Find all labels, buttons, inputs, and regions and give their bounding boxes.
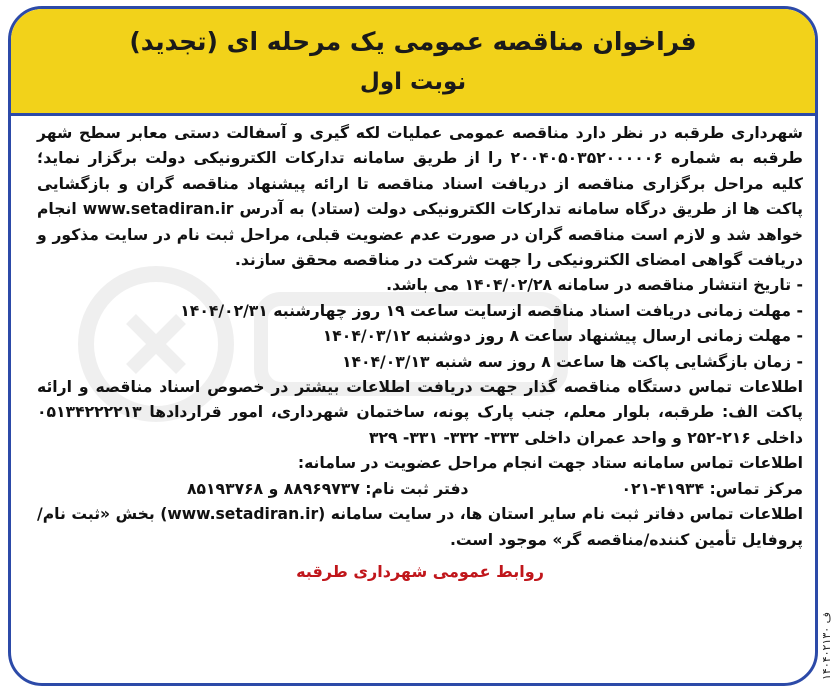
contact-paragraph: اطلاعات تماس دستگاه مناقصه گذار جهت دریافت اطلاعات بیشتر در خصوص اسناد مناقصه و ارائه پاکت الف: طرقبه، بلوار معلم، جنب پارک پونه، ساختمان شهرداری، امور قراردادها ۰۵۱۳۴۲۲۲۲۱۳ داخلی ۲۱۶-۲۵۲ و واحد عمران داخلی ۳۳۳- ۳۳۲- ۳۳۱- ۳۲۹ <box>37 378 803 447</box>
setad-call-center: مرکز تماس: ۴۱۹۳۴-۰۲۱ <box>621 479 803 498</box>
notice-title: فراخوان مناقصه عمومی یک مرحله ای (تجدید) <box>129 27 697 56</box>
header-wave-decoration <box>11 9 815 113</box>
notice-subtitle: نوبت اول <box>359 69 467 95</box>
intro-paragraph: شهرداری طرقبه در نظر دارد مناقصه عمومی عملیات لکه گیری و آسفالت دستی معابر سطح شهر طرقبه به شماره ۲۰۰۴۰۵۰۳۵۲۰۰۰۰۰۶ را از طریق سامانه تدارکات الکترونیکی دولت برگزار نماید؛ کلیه مراحل برگزاری مناقصه از دریافت اسناد مناقصه تا ارائه پیشنهاد مناقصه گران و بازگشایی پاکت ها از طریق درگاه سامانه تدارکات الکترونیکی دولت (ستاد) به آدرس www.setadiran.ir انجام خواهد شد و لازم است مناقصه گران در صورت عدم عضویت قبلی، مراحل ثبت نام در سایت مذکور و دریافت گواهی امضای الکترونیکی را جهت شرکت در مناقصه محقق سازند. <box>37 124 803 270</box>
date-item: - تاریخ انتشار مناقصه در سامانه ۱۴۰۴/۰۲/۲۸ می باشد. <box>386 276 803 295</box>
setad-registration-office: دفتر ثبت نام: ۸۸۹۶۹۷۳۷ و ۸۵۱۹۳۷۶۸ <box>187 479 469 498</box>
side-code: ۱۴۰۴۰۲۱۳۰ ف <box>820 611 833 680</box>
date-item: - مهلت زمانی دریافت اسناد مناقصه ازسایت ساعت ۱۹ روز چهارشنبه ۱۴۰۴/۰۲/۳۱ <box>180 301 803 320</box>
date-item: - مهلت زمانی ارسال پیشنهاد ساعت ۸ روز دوشنبه ۱۴۰۴/۰۳/۱۲ <box>322 327 803 346</box>
notice-frame <box>8 6 818 686</box>
setad-heading: اطلاعات تماس سامانه ستاد جهت انجام مراحل عضویت در سامانه: <box>297 454 803 473</box>
notice-body <box>37 121 803 584</box>
header-band <box>11 9 815 116</box>
offices-paragraph: اطلاعات تماس دفاتر ثبت نام سایر استان ها، در سایت سامانه (www.setadiran.ir) بخش «ثبت نام/ پروفایل تأمین کننده/مناقصه گر» موجود است. <box>37 505 803 549</box>
signature: روابط عمومی شهرداری طرقبه <box>296 561 544 581</box>
setad-contact-row <box>37 477 803 502</box>
date-item: - زمان بازگشایی پاکت ها ساعت ۸ روز سه شنبه ۱۴۰۴/۰۳/۱۳ <box>341 352 803 371</box>
